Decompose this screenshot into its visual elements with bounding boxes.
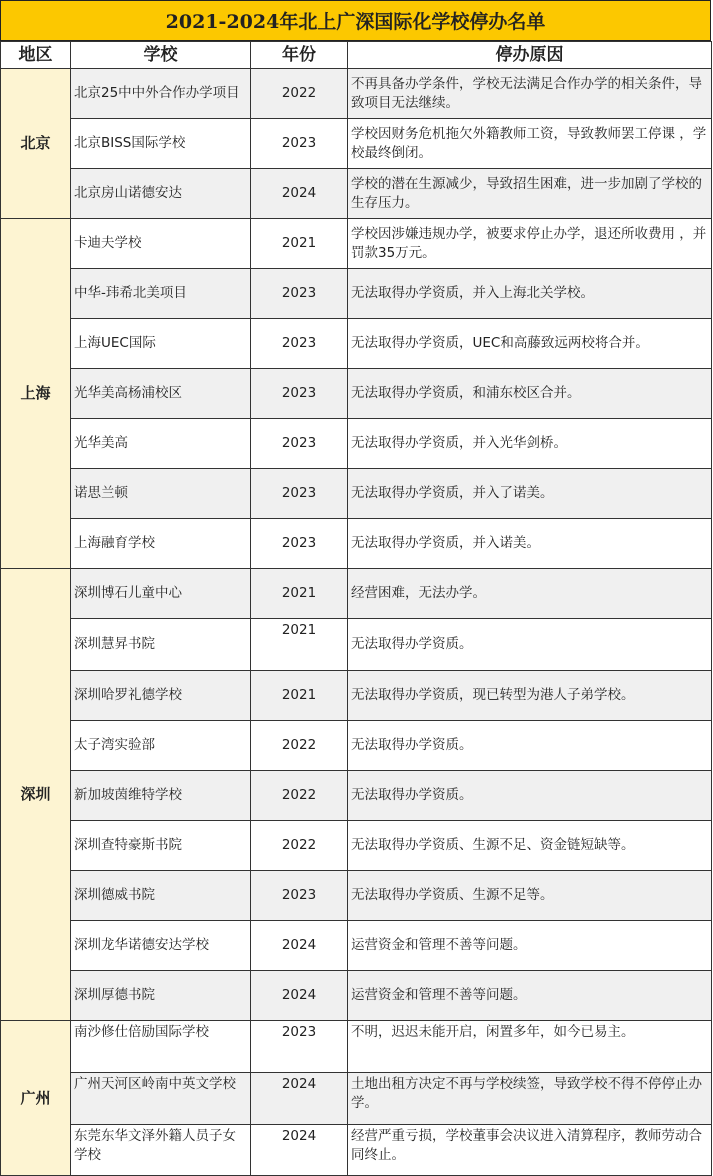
region-cell: 深圳	[1, 569, 71, 1021]
year-cell: 2021	[251, 619, 348, 671]
table-row	[1, 721, 712, 771]
school-cell: 南沙修仕倍励国际学校	[71, 1021, 251, 1073]
year-cell: 2021	[251, 219, 348, 269]
year-cell: 2023	[251, 369, 348, 419]
year-cell: 2023	[251, 119, 348, 169]
header-region: 地区	[1, 42, 71, 69]
table-row	[1, 119, 712, 169]
header-year: 年份	[251, 42, 348, 69]
year-cell: 2021	[251, 671, 348, 721]
table-row	[1, 1073, 712, 1125]
table-row	[1, 169, 712, 219]
year-cell: 2021	[251, 569, 348, 619]
reason-cell: 无法取得办学资质，UEC和高藤致远两校将合并。	[348, 319, 712, 369]
reason-cell: 土地出租方决定不再与学校续签，导致学校不得不停停止办学。	[348, 1073, 712, 1125]
table-row	[1, 1125, 712, 1176]
year-cell: 2022	[251, 771, 348, 821]
reason-cell: 无法取得办学资质，并入诺美。	[348, 519, 712, 569]
year-cell: 2023	[251, 319, 348, 369]
reason-cell: 无法取得办学资质，并入光华剑桥。	[348, 419, 712, 469]
year-cell: 2022	[251, 721, 348, 771]
school-cell: 诺思兰顿	[71, 469, 251, 519]
table-row	[1, 771, 712, 821]
reason-cell: 无法取得办学资质，并入了诺美。	[348, 469, 712, 519]
year-cell: 2024	[251, 971, 348, 1021]
region-cell: 北京	[1, 69, 71, 219]
school-cell: 深圳慧昇书院	[71, 619, 251, 671]
school-cell: 太子湾实验部	[71, 721, 251, 771]
table-row	[1, 971, 712, 1021]
school-cell: 广州天河区岭南中英文学校	[71, 1073, 251, 1125]
reason-cell: 无法取得办学资质。	[348, 721, 712, 771]
school-cell: 中华-玮希北美项目	[71, 269, 251, 319]
header-reason: 停办原因	[348, 42, 712, 69]
table-row	[1, 921, 712, 971]
school-cell: 深圳龙华诺德安达学校	[71, 921, 251, 971]
year-cell: 2023	[251, 469, 348, 519]
year-cell: 2022	[251, 69, 348, 119]
school-cell: 北京BISS国际学校	[71, 119, 251, 169]
year-cell: 2023	[251, 419, 348, 469]
table-row	[1, 871, 712, 921]
reason-cell: 无法取得办学资质，现已转型为港人子弟学校。	[348, 671, 712, 721]
school-cell: 深圳哈罗礼德学校	[71, 671, 251, 721]
table-row	[1, 821, 712, 871]
year-cell: 2024	[251, 169, 348, 219]
table-row	[1, 1021, 712, 1073]
school-cell: 深圳厚德书院	[71, 971, 251, 1021]
year-cell: 2024	[251, 1125, 348, 1176]
school-cell: 北京25中中外合作办学项目	[71, 69, 251, 119]
school-cell: 上海融育学校	[71, 519, 251, 569]
reason-cell: 经营严重亏损，学校董事会决议进入清算程序，教师劳动合同终止。	[348, 1125, 712, 1176]
school-cell: 深圳查特豪斯书院	[71, 821, 251, 871]
year-cell: 2023	[251, 871, 348, 921]
school-cell: 新加坡茵维特学校	[71, 771, 251, 821]
reason-cell: 经营困难，无法办学。	[348, 569, 712, 619]
region-cell: 广州	[1, 1021, 71, 1176]
reason-cell: 不明，迟迟未能开启，闲置多年，如今已易主。	[348, 1021, 712, 1073]
table-row	[1, 269, 712, 319]
reason-cell: 无法取得办学资质、生源不足、资金链短缺等。	[348, 821, 712, 871]
header-row	[1, 42, 712, 69]
reason-cell: 运营资金和管理不善等问题。	[348, 921, 712, 971]
school-cell: 北京房山诺德安达	[71, 169, 251, 219]
table-title: 2021-2024年北上广深国际化学校停办名单	[0, 0, 711, 41]
year-cell: 2022	[251, 821, 348, 871]
reason-cell: 学校的潜在生源减少，导致招生困难，进一步加剧了学校的生存压力。	[348, 169, 712, 219]
table-row	[1, 319, 712, 369]
school-cell: 上海UEC国际	[71, 319, 251, 369]
reason-cell: 不再具备办学条件，学校无法满足合作办学的相关条件，导致项目无法继续。	[348, 69, 712, 119]
school-cell: 光华美高杨浦校区	[71, 369, 251, 419]
school-cell: 东莞东华文泽外籍人员子女学校	[71, 1125, 251, 1176]
year-cell: 2024	[251, 1073, 348, 1125]
reason-cell: 学校因涉嫌违规办学，被要求停止办学，退还所收费用 ，并罚款35万元。	[348, 219, 712, 269]
school-cell: 光华美高	[71, 419, 251, 469]
year-cell: 2023	[251, 1021, 348, 1073]
year-cell: 2023	[251, 519, 348, 569]
reason-cell: 无法取得办学资质，和浦东校区合并。	[348, 369, 712, 419]
reason-cell: 无法取得办学资质，并入上海北关学校。	[348, 269, 712, 319]
reason-cell: 无法取得办学资质。	[348, 771, 712, 821]
reason-cell: 无法取得办学资质。	[348, 619, 712, 671]
header-school: 学校	[71, 42, 251, 69]
table-row	[1, 519, 712, 569]
reason-cell: 学校因财务危机拖欠外籍教师工资，导致教师罢工停课 ，学校最终倒闭。	[348, 119, 712, 169]
year-cell: 2023	[251, 269, 348, 319]
reason-cell: 运营资金和管理不善等问题。	[348, 971, 712, 1021]
reason-cell: 无法取得办学资质、生源不足等。	[348, 871, 712, 921]
table-row	[1, 219, 712, 269]
table-row	[1, 619, 712, 671]
closed-schools-table	[0, 41, 712, 1176]
school-cell: 深圳博石儿童中心	[71, 569, 251, 619]
table-row	[1, 469, 712, 519]
table-row	[1, 69, 712, 119]
table-row	[1, 419, 712, 469]
year-cell: 2024	[251, 921, 348, 971]
table-row	[1, 569, 712, 619]
table-row	[1, 671, 712, 721]
region-cell: 上海	[1, 219, 71, 569]
school-cell: 深圳德威书院	[71, 871, 251, 921]
table-row	[1, 369, 712, 419]
school-cell: 卡迪夫学校	[71, 219, 251, 269]
